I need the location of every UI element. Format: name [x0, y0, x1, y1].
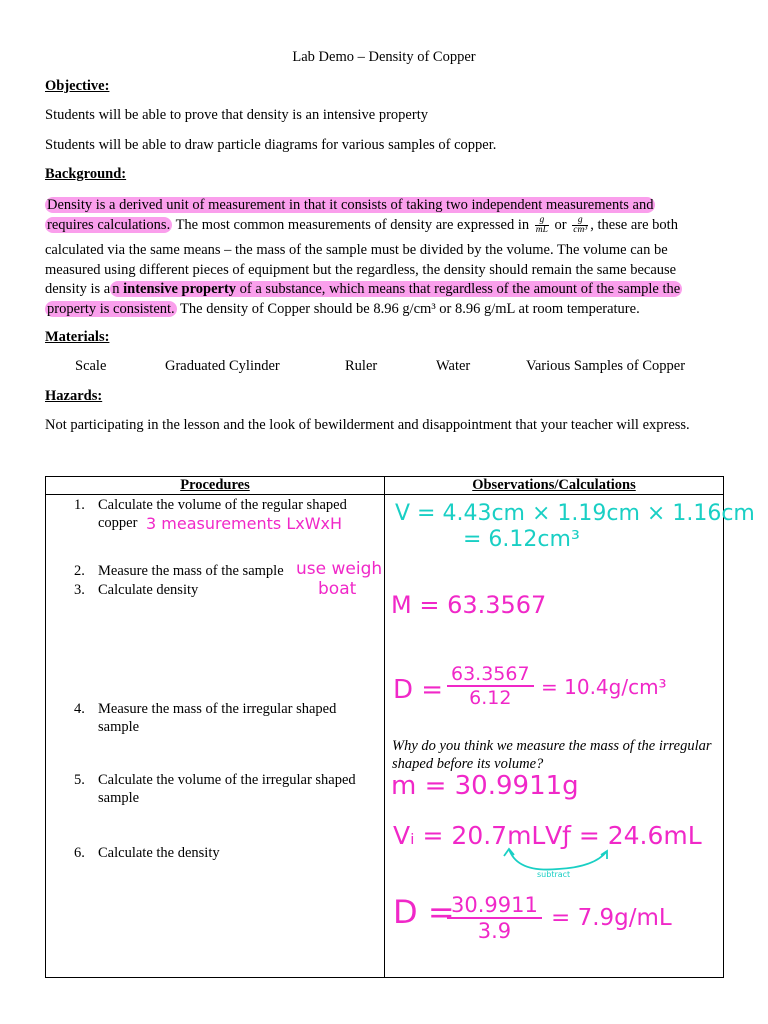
step-text: Measure the mass of the sample — [98, 563, 284, 579]
material-item: Water — [436, 358, 471, 374]
background-line-3: calculated via the same means – the mass of the sample must be divided by the volume. The volume can be — [45, 242, 668, 258]
text: n — [112, 281, 124, 297]
handwritten-density-result: = 10.4g/cm³ — [541, 675, 667, 699]
fraction-numerator: g — [535, 216, 549, 226]
step-number: 1. — [74, 497, 85, 513]
question-text: Why do you think we measure the mass of the irregular shaped before its volume? — [392, 738, 712, 772]
step-number: 6. — [74, 845, 85, 861]
bold-term: intensive property — [123, 281, 237, 297]
text: of a substance, which means that regardless of the amount of the sample the — [236, 281, 681, 297]
background-line-1 — [45, 196, 725, 215]
background-line-6 — [45, 300, 725, 319]
fraction-g-per-ml — [535, 216, 549, 235]
page-title: Lab Demo – Density of Copper — [292, 49, 476, 65]
highlight: requires calculations. — [47, 217, 171, 233]
background-heading: Background: — [45, 166, 127, 182]
step-text: Calculate the volume of the regular shaped copper — [98, 497, 347, 531]
material-item: Various Samples of Copper — [526, 358, 686, 374]
handwritten-subtract-label: subtract — [537, 870, 571, 879]
fraction-g-per-cm3 — [572, 216, 588, 235]
material-item: Scale — [75, 358, 107, 374]
handwritten-final-volume: Vƒ = 24.6mL — [545, 821, 702, 850]
handwritten-note: 3 measurements LxWxH — [146, 514, 343, 533]
handwritten-volume-result: = 6.12cm³ — [463, 527, 580, 552]
fraction — [447, 893, 542, 943]
fraction-denominator: 6.12 — [469, 687, 512, 709]
step-number: 2. — [74, 563, 85, 579]
material-item: Graduated Cylinder — [165, 358, 280, 374]
highlight — [110, 281, 682, 297]
procedure-step — [74, 700, 364, 736]
observations-cell — [385, 495, 755, 978]
handwritten-density-fraction — [447, 663, 534, 709]
handwritten-density2-result: = 7.9g/mL — [551, 905, 672, 931]
procedures-cell — [46, 495, 385, 978]
fraction — [447, 663, 534, 709]
handwritten-density-label: D = — [393, 675, 444, 705]
table-body-row — [46, 495, 724, 978]
hazards-heading: Hazards: — [45, 388, 103, 404]
fraction-denominator: mL — [535, 225, 548, 236]
procedures-table — [45, 476, 755, 978]
objective-heading: Objective: — [45, 78, 110, 94]
step-text: Calculate density — [98, 582, 199, 598]
material-item: Ruler — [345, 358, 378, 374]
highlight: property is consistent. — [47, 301, 175, 317]
text: or — [550, 217, 571, 233]
step-number: 3. — [74, 582, 85, 598]
text: , these are both — [590, 217, 678, 233]
background-line-2 — [45, 216, 725, 235]
step-number: 4. — [74, 701, 85, 717]
procedure-step — [74, 581, 364, 599]
procedure-step — [74, 844, 364, 862]
step-text: Calculate the volume of the irregular shaped sample — [98, 772, 356, 806]
handwritten-volume: V = 4.43cm × 1.19cm × 1.16cm — [395, 501, 755, 526]
background-line-5 — [45, 280, 725, 299]
handwritten-note: boat — [318, 579, 357, 599]
fraction-numerator: g — [572, 216, 588, 226]
handwritten-note: use weigh — [296, 559, 383, 579]
hazards-text: Not participating in the lesson and the look of bewilderment and disappointment that your teacher will express. — [45, 417, 690, 433]
objective-line-1: Students will be able to prove that density is an intensive property — [45, 107, 428, 123]
text: density is a — [45, 281, 111, 297]
procedure-step — [74, 771, 364, 807]
observations-header: Observations/Calculations — [385, 477, 724, 495]
handwritten-mass-irregular: m = 30.9911g — [391, 771, 579, 801]
fraction-denominator: cm³ — [573, 225, 588, 236]
handwritten-initial-volume: Vᵢ = 20.7mL — [393, 821, 546, 850]
table-header-row — [46, 477, 724, 495]
background-line-4: measured using different pieces of equipment but the regardless, the density should remain the same because — [45, 262, 677, 278]
objective-line-2: Students will be able to draw particle diagrams for various samples of copper. — [45, 137, 497, 153]
handwritten-density2-label: D = — [393, 893, 455, 931]
handwritten-mass: M = 63.3567 — [391, 591, 547, 619]
fraction-numerator: 30.9911 — [447, 893, 542, 919]
fraction-numerator: 63.3567 — [447, 663, 534, 687]
text: The density of Copper should be 8.96 g/cm³ or 8.96 g/mL at room temperature. — [176, 301, 640, 317]
handwritten-density2-fraction — [447, 893, 542, 943]
step-text: Calculate the density — [98, 845, 220, 861]
procedures-header: Procedures — [46, 477, 385, 495]
fraction-denominator: 3.9 — [477, 919, 512, 943]
text: The most common measurements of density are expressed in — [172, 217, 533, 233]
step-number: 5. — [74, 772, 85, 788]
highlight: Density is a derived unit of measurement in that it consists of taking two independent measurements and — [47, 197, 654, 213]
materials-heading: Materials: — [45, 329, 110, 345]
step-text: Measure the mass of the irregular shaped sample — [98, 701, 337, 735]
